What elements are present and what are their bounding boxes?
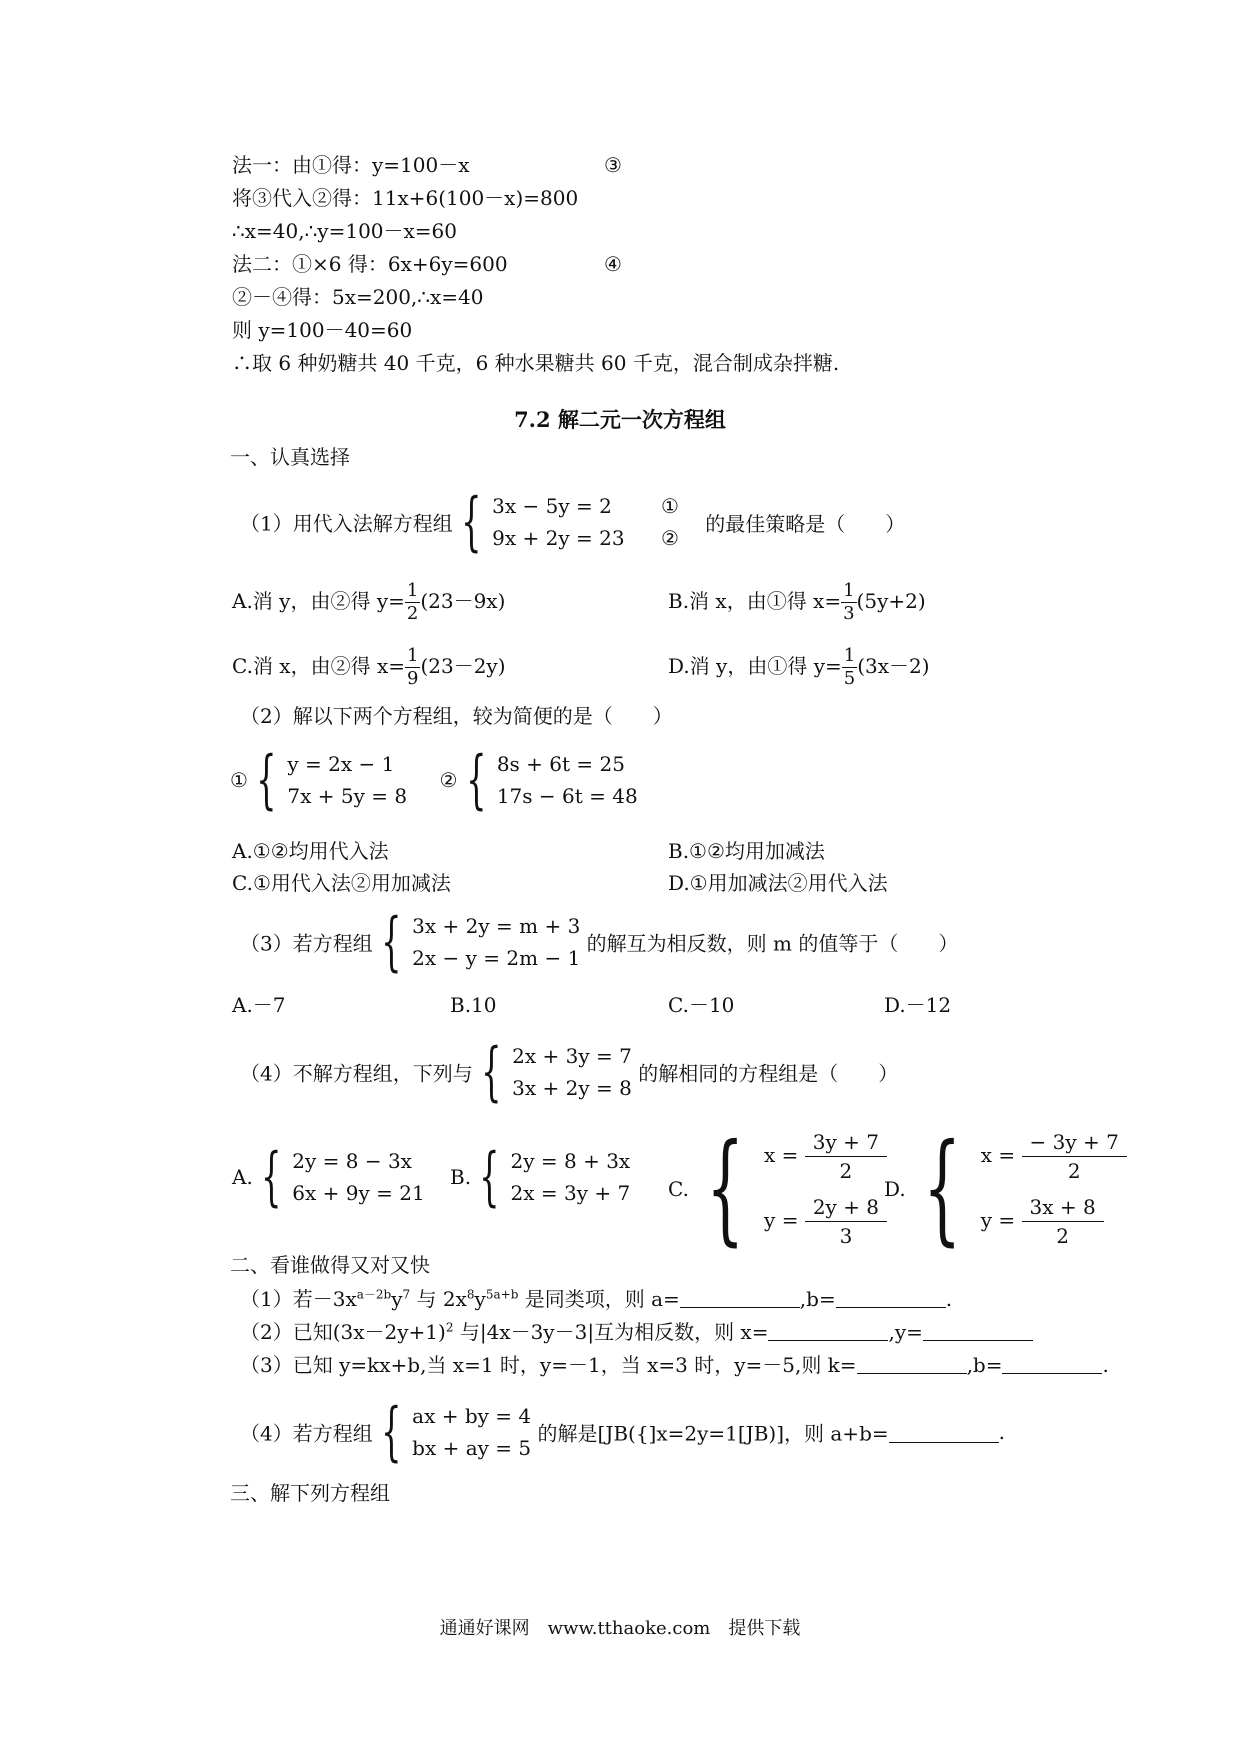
p1q2-option-b: B.①②均用加减法: [668, 839, 825, 863]
equation: y = 2x − 1: [287, 752, 395, 776]
equation: 3x + 2y = 8: [512, 1076, 632, 1100]
brace-symbol: {: [706, 1119, 745, 1258]
p1q1-mark2: ②: [660, 526, 679, 550]
p1q2-system-2: [497, 748, 638, 812]
opt-text: (3x－2): [857, 654, 930, 678]
p1q2-s1-mark: ①: [230, 768, 248, 792]
p1q3-option-d: D.－12: [884, 993, 952, 1017]
solution-line-4: 法二：①×6 得：6x+6y=600: [232, 252, 508, 276]
answer-blank[interactable]: [889, 1422, 999, 1443]
p1q2-option-d: D.①用加减法②用代入法: [668, 871, 888, 895]
p2-question-4: （4）若方程组 { ax + by = 4 bx + ay = 5 的解是[JB({]x=2y=1[JB)]，则 a+b= .: [240, 1395, 1005, 1469]
fraction: $\frac{3x + 8}{2}$: [1022, 1193, 1104, 1250]
p1q4-prefix: （4）不解方程组，下列与: [240, 1061, 473, 1086]
part3-heading: 三、解下列方程组: [230, 1481, 390, 1505]
p1q1-marks: [661, 490, 679, 554]
equation: 7x + 5y = 8: [287, 784, 408, 808]
p1q4-option-c: [668, 1119, 887, 1258]
p1q3-suffix: 的解互为相反数，则 m 的值等于（ ）: [586, 931, 959, 956]
p1q2-s2-mark: ②: [439, 768, 458, 792]
p1q1-option-c: [232, 645, 506, 690]
fraction: $\frac{- 3y + 7}{2}$: [1022, 1128, 1127, 1185]
p1q1-eq1: 3x − 5y = 2: [492, 494, 612, 518]
option-system: [292, 1145, 424, 1209]
equation: ax + by = 4: [412, 1404, 532, 1428]
equation-marker-3: ③: [604, 153, 622, 177]
brace-symbol: {: [479, 1140, 500, 1214]
part1-heading: 一、认真选择: [230, 445, 350, 469]
equation-marker-4: ④: [604, 252, 622, 276]
brace-symbol: {: [481, 1035, 502, 1109]
opt-text: (5y+2): [856, 589, 926, 613]
opt-text: A.消 y，由②得 y=: [232, 589, 405, 613]
answer-blank[interactable]: [923, 1320, 1033, 1341]
section-title: 7.2 解二元一次方程组: [514, 407, 726, 432]
p1-question-2: （2）解以下两个方程组，较为简便的是（ ）: [240, 704, 673, 728]
option-label: A.: [232, 1165, 253, 1189]
p1q4-system: [512, 1040, 632, 1104]
fraction: $\frac{1}{9}$: [406, 645, 419, 689]
opt-text: (23－2y): [420, 654, 506, 678]
p2-question-2: （2）已知$(3x-2y+1)^2$ 与|4x－3y－3|互为相反数，则 x= ,y=: [240, 1316, 1033, 1345]
p1-question-1: [240, 485, 906, 559]
p1q1-option-a: [232, 580, 505, 625]
p1q2-system-1: [287, 748, 407, 812]
brace-symbol: {: [261, 1140, 282, 1214]
p2-question-1: （1）若$-3x^{a-2b}y^7$ 与 $2x^8y^{5a+b}$ 是同类项，则 a= ,b= .: [240, 1287, 953, 1311]
solution-line-5: ②－④得：5x=200,∴x=40: [232, 285, 484, 309]
solution-line-3: ∴x=40,∴y=100－x=60: [232, 219, 458, 243]
answer-blank[interactable]: [680, 1287, 800, 1308]
p1q2-systems: [230, 743, 638, 817]
brace-symbol: {: [923, 1119, 962, 1258]
answer-blank[interactable]: [836, 1287, 946, 1308]
p1q1-option-b: [668, 580, 926, 625]
opt-text: (23－9x): [420, 589, 506, 613]
answer-blank[interactable]: [1002, 1353, 1102, 1374]
p2-question-3: （3）已知 y=kx+b,当 x=1 时，y=－1，当 x=3 时，y=－5,则 k= ,b= .: [240, 1353, 1109, 1377]
var-label: x =: [764, 1143, 799, 1167]
fraction: $\frac{1}{2}$: [406, 580, 419, 624]
equation: 2y = 8 + 3x: [510, 1149, 631, 1173]
p1q4-suffix: 的解相同的方程组是（ ）: [638, 1061, 899, 1086]
fraction: $\frac{1}{3}$: [843, 580, 855, 624]
var-label: x =: [980, 1143, 1016, 1167]
p1q1-prefix: （1）用代入法解方程组: [240, 511, 453, 536]
fraction: $\frac{1}{5}$: [843, 645, 856, 689]
p1q4-option-d: [884, 1119, 1127, 1258]
answer-blank[interactable]: [768, 1320, 888, 1341]
p1q3-option-a: A.－7: [232, 993, 286, 1017]
p1q3-prefix: （3）若方程组: [240, 931, 373, 956]
brace-symbol: {: [256, 743, 277, 817]
var-label: y =: [764, 1208, 799, 1232]
brace-symbol: {: [465, 743, 487, 817]
page-footer: 通通好课网 www.tthaoke.com 提供下载: [439, 1618, 801, 1639]
equation: bx + ay = 5: [412, 1436, 532, 1460]
equation: 2x − y = 2m − 1: [412, 946, 581, 970]
solution-line-1: 法一：由①得：y=100－x: [232, 153, 470, 177]
p1q1-option-d: [668, 645, 930, 690]
option-system: [511, 1145, 631, 1209]
p1q3-option-c: C.－10: [668, 993, 735, 1017]
solution-line-6: 则 y=100－40=60: [232, 318, 413, 342]
equation: 2y = 8 − 3x: [292, 1149, 412, 1173]
option-system: [764, 1128, 887, 1250]
fraction: $\frac{2y + 8}{3}$: [805, 1193, 887, 1250]
equation: 3x + 2y = m + 3: [412, 914, 581, 938]
var-label: y =: [980, 1208, 1016, 1232]
option-label: C.: [668, 1177, 689, 1201]
opt-text: D.消 y，由①得 y=: [668, 654, 842, 678]
solution-line-2: 将③代入②得：11x+6(100－x)=800: [232, 186, 579, 210]
p1q4-option-a: [232, 1140, 425, 1214]
p1q1-mark1: ①: [660, 494, 679, 518]
p1q2-option-c: C.①用代入法②用加减法: [232, 871, 451, 895]
equation: 17s − 6t = 48: [496, 784, 638, 808]
p1q1-system: [492, 490, 624, 554]
p2q4-system: [412, 1400, 531, 1464]
option-label: D.: [884, 1177, 906, 1201]
brace-symbol: {: [461, 485, 482, 559]
equation: 8s + 6t = 25: [496, 752, 625, 776]
p1q1-eq2: 9x + 2y = 23: [492, 526, 625, 550]
p1q3-system: [412, 910, 580, 974]
equation: 6x + 9y = 21: [292, 1181, 425, 1205]
p1q4-option-b: [450, 1140, 631, 1214]
option-label: B.: [450, 1165, 472, 1189]
brace-symbol: {: [381, 1395, 402, 1469]
option-system: [981, 1128, 1127, 1250]
equation: 2x + 3y = 7: [512, 1044, 632, 1068]
p1q3-option-b: B.10: [450, 993, 497, 1017]
opt-text: B.消 x，由①得 x=: [668, 589, 842, 613]
equation: 2x = 3y + 7: [510, 1181, 631, 1205]
p1q2-option-a: A.①②均用代入法: [232, 839, 389, 863]
fraction: $\frac{3y + 7}{2}$: [805, 1128, 887, 1185]
opt-text: C.消 x，由②得 x=: [232, 654, 405, 678]
part2-heading: 二、看谁做得又对又快: [230, 1253, 430, 1277]
p1-question-4: [240, 1035, 899, 1109]
p1-question-3: [240, 905, 959, 979]
brace-symbol: {: [381, 905, 402, 979]
answer-blank[interactable]: [857, 1353, 967, 1374]
solution-line-7: ∴取 6 种奶糖共 40 千克，6 种水果糖共 60 千克，混合制成杂拌糖.: [232, 351, 840, 375]
p1q1-suffix: 的最佳策略是（ ）: [705, 511, 906, 536]
